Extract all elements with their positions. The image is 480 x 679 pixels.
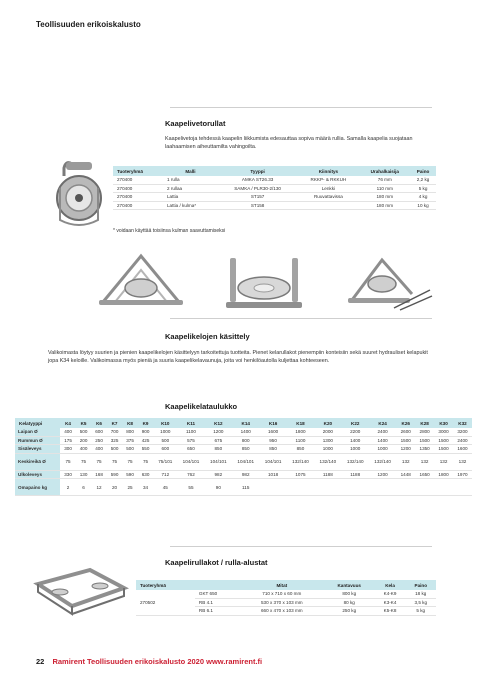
table-cell: 104/101 <box>259 453 286 470</box>
row-header: Ulkoleveys <box>15 470 60 478</box>
table-cell: 660 x 470 x 103 mm <box>240 607 324 615</box>
page-footer <box>36 657 262 666</box>
table-row <box>113 193 436 201</box>
table-cell: 25 <box>122 479 138 496</box>
table-cell: K5-K8 <box>375 607 406 615</box>
table-cell: 2400 <box>369 428 396 436</box>
table-cell: 1300 <box>314 436 341 444</box>
table-cell: K4-K9 <box>375 590 406 598</box>
reel-dolly-image <box>30 566 130 626</box>
table-cell: 270400 <box>113 193 163 201</box>
col-tuoteryhma: Tuoteryhmä <box>136 580 195 590</box>
table-cell: GKT 650 <box>195 590 240 598</box>
table-cell: 1500 <box>434 436 453 444</box>
table-cell: 2000 <box>314 428 341 436</box>
footer-url[interactable]: www.ramirent.fi <box>206 657 263 666</box>
table-cell: 325 <box>107 436 123 444</box>
table-cell: 850 <box>259 445 286 453</box>
section-title-kaapelivetorullat: Kaapelivetorullat <box>165 119 226 128</box>
table-cell-group: 270502 <box>136 590 195 615</box>
table-cell: 132 <box>415 453 434 470</box>
table-cell: 1600 <box>259 428 286 436</box>
table-cell: 1100 <box>177 428 204 436</box>
table-cell: 530 x 370 x 103 mm <box>240 598 324 606</box>
table-cell: 3,5 kg <box>406 598 436 606</box>
table-cell: 55 <box>177 479 204 496</box>
table-cell <box>453 479 472 496</box>
table-row <box>15 470 472 478</box>
table-cell: 850 <box>287 445 314 453</box>
table-cell: 1800 <box>434 470 453 478</box>
table-cell: ST158 <box>218 201 297 209</box>
row-header: Rummun Ø <box>15 436 60 444</box>
table-cell <box>415 479 434 496</box>
table-cell: 75 <box>91 453 107 470</box>
table-cell: 75/101 <box>153 453 177 470</box>
table-cell: 2 rullaa <box>163 184 218 192</box>
col-urahalkaisija: Urahalkaisija <box>359 166 410 176</box>
col-k18: K18 <box>287 418 314 428</box>
table-cell: 3000 <box>434 428 453 436</box>
table-cell: 712 <box>153 470 177 478</box>
table-cell: 800 <box>232 436 259 444</box>
table-cell: Ruuvattavissa <box>297 193 359 201</box>
table-cell: 2800 <box>415 428 434 436</box>
table-cell: 250 kg <box>324 607 375 615</box>
table-cell: Lattia / kulma* <box>163 201 218 209</box>
table-cell: 90 <box>205 479 232 496</box>
divider <box>170 546 432 547</box>
table-cell: Lenkki <box>297 184 359 192</box>
table-cell <box>297 201 359 209</box>
col-paino: Paino <box>406 580 436 590</box>
col-k28: K28 <box>415 418 434 428</box>
table-cell: 5 kg <box>410 184 436 192</box>
table-cell: 20 <box>107 479 123 496</box>
col-k12: K12 <box>205 418 232 428</box>
table-cell: 1500 <box>396 436 415 444</box>
row-header: Omapaino kg <box>15 479 60 496</box>
table-cell <box>369 479 396 496</box>
page-header: Teollisuuden erikoiskalusto <box>36 20 141 29</box>
table-header-row <box>136 580 436 590</box>
section-title-kaapelikelataulukko: Kaapelikelataulukko <box>165 402 238 411</box>
col-mitat: Mitat <box>240 580 324 590</box>
row-header: Keskireikä Ø <box>15 453 60 470</box>
footnote: * voidaan käyttää toisiinsa kulman saavuttamiseksi <box>113 228 226 234</box>
table-cell: 1075 <box>287 470 314 478</box>
table-cell: 104/101 <box>177 453 204 470</box>
table-cell: 400 <box>91 445 107 453</box>
table-cell: 2600 <box>396 428 415 436</box>
table-cell: 175 <box>60 436 76 444</box>
table-cell <box>259 479 286 496</box>
col-k16: K16 <box>259 418 286 428</box>
table-cell: 12 <box>91 479 107 496</box>
table-cell <box>314 479 341 496</box>
table-cell: 75 <box>138 453 154 470</box>
table-cell: 800 <box>122 428 138 436</box>
table-row <box>15 479 472 496</box>
table-cell: 1000 <box>369 445 396 453</box>
table-cell: 270400 <box>113 176 163 184</box>
table-cell: 500 <box>153 436 177 444</box>
table-cell: 1448 <box>396 470 415 478</box>
table-row <box>113 176 436 184</box>
table-header-row <box>15 418 472 428</box>
table-cell: 850 <box>232 445 259 453</box>
table-cell: 2 <box>60 479 76 496</box>
table-cell: 180 mm <box>359 201 410 209</box>
divider <box>170 107 432 108</box>
table-cell: 45 <box>153 479 177 496</box>
table-cell: 76 mm <box>359 176 410 184</box>
table-cell: 180 mm <box>359 193 410 201</box>
col-k9: K9 <box>138 418 154 428</box>
col-paino: Paino <box>410 166 436 176</box>
table-cell: 375 <box>122 436 138 444</box>
table-cell: 10 kg <box>410 201 436 209</box>
table-cell: 80 kg <box>324 598 375 606</box>
table-cell: 675 <box>205 436 232 444</box>
table-cell: 630 <box>138 470 154 478</box>
table-cell: 500 <box>122 445 138 453</box>
table-cell: Lattia <box>163 193 218 201</box>
table-header-row <box>113 166 436 176</box>
table-cell: 75 <box>107 453 123 470</box>
col-k8: K8 <box>122 418 138 428</box>
table-cell: 575 <box>177 436 204 444</box>
col-k6: K6 <box>91 418 107 428</box>
col-k30: K30 <box>434 418 453 428</box>
table-cell: 200 <box>76 436 92 444</box>
table-cell: 1600 <box>453 445 472 453</box>
table-cell: 710 x 710 x 60 mm <box>240 590 324 598</box>
col-k24: K24 <box>369 418 396 428</box>
table-cell: 1000 <box>153 428 177 436</box>
table-cell: 800 kg <box>324 590 375 598</box>
col-k22: K22 <box>342 418 369 428</box>
col-tuoteryhma: Tuoteryhmä <box>113 166 163 176</box>
table-cell: 132/140 <box>369 453 396 470</box>
table-cell: 34 <box>138 479 154 496</box>
col-k5: K5 <box>76 418 92 428</box>
section-title-kaapelirullakot: Kaapelirullakot / rulla-alustat <box>165 558 268 567</box>
table-cell: 982 <box>205 470 232 478</box>
table-cell: 590 <box>122 470 138 478</box>
table-cell: 1500 <box>434 445 453 453</box>
table-cell: 1400 <box>369 436 396 444</box>
col-k32: K32 <box>453 418 472 428</box>
table-cell: 18 kg <box>406 590 436 598</box>
table-cell: 1018 <box>259 470 286 478</box>
table-cell: RKKP- & RKKUH <box>297 176 359 184</box>
table-cell: 132/140 <box>314 453 341 470</box>
table-cell: 2,2 kg <box>410 176 436 184</box>
table-row <box>15 445 472 453</box>
table-cell: 132/140 <box>287 453 314 470</box>
table-cell: 950 <box>259 436 286 444</box>
footer-brand: Ramirent Teollisuuden erikoiskalusto 2020 <box>52 657 205 666</box>
col-kelatyyppi: Kelatyyppi <box>15 418 60 428</box>
table-cell: 300 <box>60 445 76 453</box>
table-cell <box>287 479 314 496</box>
table-cell: 650 <box>177 445 204 453</box>
table-cell <box>434 479 453 496</box>
col-k4: K4 <box>60 418 76 428</box>
table-cell: 270400 <box>113 201 163 209</box>
section-body-text: Valikoimasta löytyy suurien ja pienien kaapelikelojen käsittelyyn tarkoitettuja tuotteita. Pienet kelarullakot pienempiin konteisiin sekä suuret hydrauliset kelapukit jopa K34 keloille. Valikoimassa myös pieniä ja suuria kaapelikelavaunuja, joita voi henkilöautolla kuljettaa kohteeseen. <box>48 350 428 364</box>
table-cell: 132 <box>434 453 453 470</box>
table-cell: 982 <box>232 470 259 478</box>
table-cell: 762 <box>177 470 204 478</box>
col-malli: Malli <box>163 166 218 176</box>
cable-reel-table <box>15 418 472 496</box>
table-cell: AMKA ST26.33 <box>218 176 297 184</box>
table-cell: SAMKA / PLR30-2/130 <box>218 184 297 192</box>
floor-pulley-image <box>95 250 187 310</box>
table-cell: 270400 <box>113 184 163 192</box>
table-cell: 1800 <box>287 428 314 436</box>
table-cell: 550 <box>138 445 154 453</box>
col-k14: K14 <box>232 418 259 428</box>
table-cell: 1650 <box>415 470 434 478</box>
corner-roller-image <box>342 250 434 312</box>
table-cell: 500 <box>107 445 123 453</box>
table-cell: 1350 <box>415 445 434 453</box>
table-cell: RB 6.1 <box>195 607 240 615</box>
table-cell: 75 <box>60 453 76 470</box>
table-cell: 130 <box>76 470 92 478</box>
table-row <box>15 436 472 444</box>
table-cell: 330 <box>60 470 76 478</box>
table-cell: 400 <box>76 445 92 453</box>
table-cell: 400 <box>60 428 76 436</box>
table-cell: 168 <box>91 470 107 478</box>
table-cell: 1200 <box>205 428 232 436</box>
table-row <box>113 201 436 209</box>
table-cell: 1100 <box>287 436 314 444</box>
table-cell: 132/140 <box>342 453 369 470</box>
col-k20: K20 <box>314 418 341 428</box>
table-cell: 700 <box>107 428 123 436</box>
table-cell: K3-K4 <box>375 598 406 606</box>
table-cell: 2400 <box>453 436 472 444</box>
col-k26: K26 <box>396 418 415 428</box>
table-cell: 1000 <box>314 445 341 453</box>
table-row <box>15 428 472 436</box>
table-cell: 590 <box>107 470 123 478</box>
table-row <box>113 184 436 192</box>
col-malli-blank <box>195 580 240 590</box>
table-cell: 3200 <box>453 428 472 436</box>
table-cell: 110 mm <box>359 184 410 192</box>
table-cell: 104/101 <box>232 453 259 470</box>
table-cell: 1200 <box>396 445 415 453</box>
table-cell: 1188 <box>342 470 369 478</box>
table-cell: RB 4.1 <box>195 598 240 606</box>
table-cell: 5 kg <box>406 607 436 615</box>
row-header: Sisäleveys <box>15 445 60 453</box>
table-cell: 1400 <box>232 428 259 436</box>
table-cell: 1188 <box>314 470 341 478</box>
table-cell: 115 <box>232 479 259 496</box>
col-kela: Kela <box>375 580 406 590</box>
table-cell: 1000 <box>342 445 369 453</box>
divider <box>170 318 432 319</box>
table-cell: 600 <box>91 428 107 436</box>
table-cell: 850 <box>205 445 232 453</box>
single-pulley-image <box>54 158 104 232</box>
table-cell: 250 <box>91 436 107 444</box>
table-cell: 1200 <box>369 470 396 478</box>
table-cell: 104/101 <box>205 453 232 470</box>
table-cell: 500 <box>76 428 92 436</box>
col-k7: K7 <box>107 418 123 428</box>
table-cell: 4 kg <box>410 193 436 201</box>
table-cell: 1970 <box>453 470 472 478</box>
pulley-table <box>113 166 436 210</box>
table-cell: 132 <box>453 453 472 470</box>
table-cell: 600 <box>153 445 177 453</box>
table-cell: 132 <box>396 453 415 470</box>
col-kantavuus: Kantavuus <box>324 580 375 590</box>
table-cell: ST157 <box>218 193 297 201</box>
table-cell: 75 <box>122 453 138 470</box>
table-cell <box>396 479 415 496</box>
dolly-table <box>136 580 436 616</box>
page-number: 22 <box>36 657 45 666</box>
col-k11: K11 <box>177 418 204 428</box>
table-row <box>15 453 472 470</box>
table-cell: 6 <box>76 479 92 496</box>
section-intro-text: Kaapelivetoja tehdessä kaapelin liikkumista edesauttaa sopiva määrä rullia. Samalla kaapelia suojataan laahaamisen aiheuttamilta vahingoilta. <box>165 136 413 150</box>
col-k10: K10 <box>153 418 177 428</box>
table-cell: 1500 <box>415 436 434 444</box>
section-title-kaapelikelojen: Kaapelikelojen käsittely <box>165 332 250 341</box>
table-cell: 425 <box>138 436 154 444</box>
straight-floor-roller-image <box>224 248 304 312</box>
row-header: Laipan Ø <box>15 428 60 436</box>
table-cell: 2200 <box>342 428 369 436</box>
table-row <box>136 590 436 598</box>
table-cell: 1 rulla <box>163 176 218 184</box>
table-cell <box>342 479 369 496</box>
table-cell: 1400 <box>342 436 369 444</box>
table-cell: 900 <box>138 428 154 436</box>
col-kiinnitys: Kiinnitys <box>297 166 359 176</box>
table-cell: 75 <box>76 453 92 470</box>
col-tyyppi: Tyyppi <box>218 166 297 176</box>
